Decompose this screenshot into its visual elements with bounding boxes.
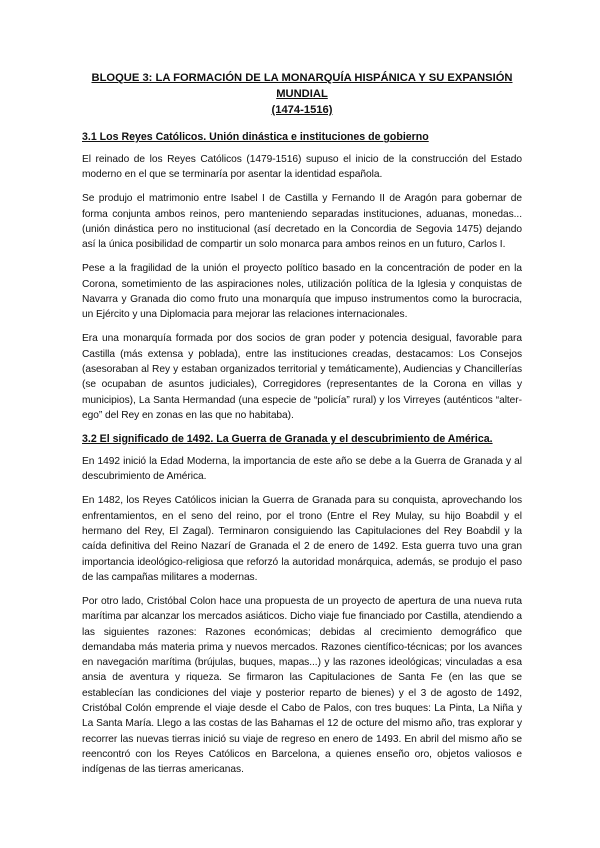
section-2-heading: 3.2 El significado de 1492. La Guerra de Granada y el descubrimiento de América. bbox=[82, 432, 493, 445]
paragraph: El reinado de los Reyes Católicos (1479-1516) supuso el inicio de la construcción del Estado moderno en el que se terminaría por asentar la identidad española. bbox=[82, 154, 522, 181]
document-title bbox=[82, 70, 522, 118]
paragraph: En 1482, los Reyes Católicos inician la Guerra de Granada para su conquista, aprovechando los enfrentamientos, en el seno del reino, por el trono (Entre el Rey Mulay, su hijo Boabdil y el hermano del Rey, El Zagal). Terminaron consiguiendo las Capitulaciones del Rey Boabdil y la caída definitiva del Reino Nazarí de Granada el 2 de enero de 1492. Esta guerra tuvo una gran importancia ideológico-religiosa que reforzó la autoridad monárquica, además, se produjo el paso de las campañas militares a modernas. bbox=[82, 495, 522, 583]
section-reyes-catolicos bbox=[82, 130, 522, 423]
paragraph: Era una monarquía formada por dos socios de gran poder y potencia desigual, favorable para Castilla (más extensa y poblada), entre las instituciones creadas, destacamos: Los Consejos (asesoraban al Rey y estaban organizados territorial y temáticamente), Audiencias y Chancillerías (se ocupaban de asuntos judiciales), Corregidores (representantes de la Corona en villas y municipios), La Santa Hermandad (una especie de “policía” rural) y los Virreyes (auténticos “alter-ego” del Rey en zonas en las que no habitaba). bbox=[82, 333, 522, 421]
section-1-heading: 3.1 Los Reyes Católicos. Unión dinástica e instituciones de gobierno bbox=[82, 131, 429, 143]
title-line-2: (1474-1516) bbox=[271, 104, 333, 116]
paragraph: En 1492 inició la Edad Moderna, la importancia de este año se debe a la Guerra de Granada y al descubrimiento de América. bbox=[82, 455, 522, 483]
paragraph: Por otro lado, Cristóbal Colon hace una propuesta de un proyecto de apertura de una nueva ruta marítima par alcanzar los mercados asiáticos. Dicho viaje fue financiado por Castilla, atendiendo a las siguientes razones: Razones económicas; debidas al crecimiento demográfico que demandaba más materia prima y nuevos mercados. Razones científico-técnicas; por los avances en navegación marítima (brújulas, buques, mapas...) y las razones ideológicas; vinculadas a esa ansia de aventura y riqueza. Se firmaron las Capitulaciones de Santa Fe (en las que se establecían las condiciones del viaje y posterior reparto de bienes) y el 3 de agosto de 1492, Cristóbal Colón emprende el viaje desde el Cabo de Palos, con tres buques: La Pinta, La Niña y La Santa María. Llego a las costas de las Bahamas el 12 de octure del mismo año, tras explorar y recorrer las nuevas tierras inició su viaje de regreso en enero de 1493. En abril del mismo año se reencontró con los Reyes Católicos en Barcelona, a quienes enseño oro, objetos valiosos e indígenas de las tierras americanas. bbox=[82, 595, 522, 776]
title-line-1: BLOQUE 3: LA FORMACIÓN DE LA MONARQUÍA HISPÁNICA Y SU EXPANSIÓN MUNDIAL bbox=[91, 72, 513, 100]
section-1492 bbox=[82, 432, 522, 778]
paragraph: Se produjo el matrimonio entre Isabel I de Castilla y Fernando II de Aragón para gobernar de forma conjunta ambos reinos, pero manteniendo separadas instituciones, aduanas, monedas... (unión dinástica pero no institucional (así decretado en la Concordia de Segovia 1475) dejando así la única posibilidad de compartir un solo monarca para ambos reinos en un futuro, Carlos I. bbox=[82, 193, 522, 251]
paragraph: Pese a la fragilidad de la unión el proyecto político basado en la concentración de poder en la Corona, sometimiento de las aspiraciones noles, utilización política de la Iglesia y conquistas de Navarra y Granada dio como fruto una monarquía que impuso instrumentos como la burocracia, un Ejército y una Diplomacia para mejorar las relaciones internacionales. bbox=[82, 263, 522, 321]
